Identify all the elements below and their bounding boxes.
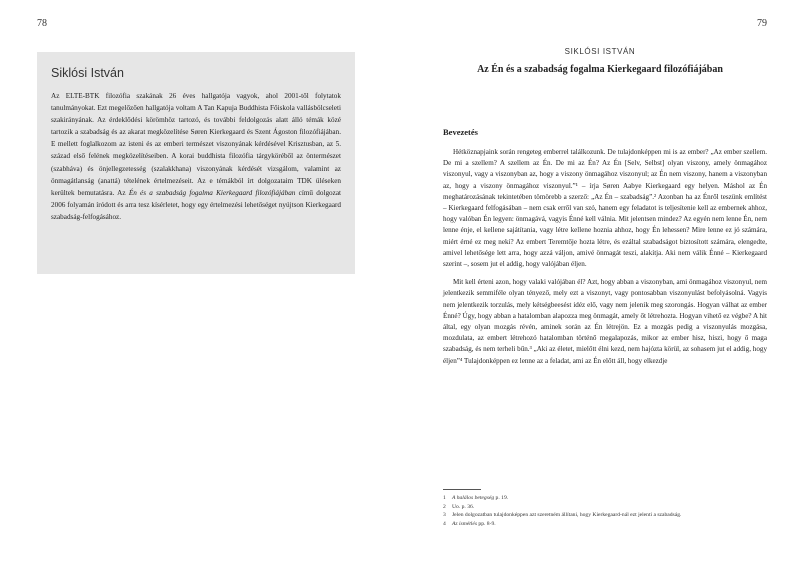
page-number-left: 78 [37, 18, 47, 29]
footnote [443, 494, 773, 503]
footnote-italic: A halálos betegség [452, 495, 495, 501]
footnotes [443, 494, 773, 528]
footnote [443, 503, 773, 512]
footnote [443, 511, 773, 520]
footnote-number: 2 [443, 503, 446, 510]
footnote-text: pp. 8-9. [477, 520, 496, 527]
footnote-number: 3 [443, 512, 446, 519]
footnote-divider [443, 489, 481, 490]
author-bio-box [37, 52, 355, 274]
footnote-text: Uo. p. 36. [452, 503, 475, 510]
section-heading: Bevezetés [443, 127, 478, 137]
article-author: SIKLÓSI ISTVÁN [564, 47, 636, 56]
body-paragraph: Mit kell érteni azon, hogy valaki valójában él? Azt, hogy abban a viszonyban, ami önmagához viszonyul, nem jelentkezik semmiféle olyan tényező, mely ezt a viszonyt, vagy pontosabban viszonyulást befolyásolná. Vagyis nem jelentkezik torzulás, mely kétségbeesést idéz elő, vagy nem jelenik meg szorongás. Hogyan válhat az ember Énné? Úgy, hogy abban a hatalomban alapozza meg önmagát, amely őt létrehozta. Hogyan vihető ez végbe? A hit által, egy olyan mozgás révén, aminek során az Én létrejön. Ez a mozgás pedig a viszonyulás mozgása, mozdulata, az embert létrehozó hatalomban történő megalapozás, mikor az ember hisz, hiszi, hogy ő maga szabadság, és nem terheli bűn.³ „Aki az életet, mielőtt élni kezd, nem hajózta körül, az sohasem jut el addig, hogy éljen”⁴ Tulajdonképpen ez lenne az a feladat, ami az Én előtt áll, hogy elkezdje [443, 278, 767, 365]
bio-text-part: Az ELTE-BTK filozófia szakának 26 éves hallgatója vagyok, ahol 2001-től folytatok tanulmányokat. Ezt megelőzően hallgatója voltam A Tan Kapuja Buddhista Főiskola vallásbölcseleti szakirányának. Az érdeklődési körömhöz tartozó, és további feldolgozás alatt álló témák közé tartozik a szabadság és az akarat megközelítése Søren Kierkegaard és Szent Ágoston filozófiájában. E mellett foglalkozom az isteni és az emberi természet viszonyának kérdésével Krisztusban, az 5. század első felének megközelítéseiben. A korai buddhista filozófia tárgyköréből az öntermészet (szabháva) és önjellegzetesség (szalakkhana) viszonyának kérdését vizsgálom, valamint az önmagátlanság (anattá) tételének értelmezéseit. Az e témákból írt dolgozataim TDK üléseken kerültek bemutatásra. Az [51, 92, 341, 197]
bio-text-part: című dolgozat 2006 folyamán íródott és arra tesz kísérletet, hogy egy értelmezési lehetőséget nyújtson Kierkegaard szabadság-felfogásához. [51, 188, 342, 221]
bio-text-italic-title: Én és a szabadság fogalma Kierkegaard filozófiájában [128, 188, 296, 197]
page-number-right: 79 [757, 18, 767, 29]
footnote-italic: Az ismétlés [452, 520, 478, 527]
article-body [443, 147, 767, 374]
footnote-text: Jelen dolgozatban tulajdonképpen azt szeretném állítani, hogy Kierkegaard-nál ezt jelenti a szabadság. [452, 512, 682, 519]
right-page [400, 0, 800, 568]
footnote-number: 4 [443, 520, 446, 527]
article-title: Az Én és a szabadság fogalma Kierkegaard filozófiájában [477, 64, 723, 75]
body-paragraph: Hétköznapjaink során rengeteg emberrel találkozunk. De tulajdonképpen mi is az ember? „Az ember szellem. De mi a szellem? A szellem az Én. De mi az Én? Az Én [Selv, Selbst] olyan viszony, amely önmagához viszonyul, vagy a viszonyban az, hogy a viszony önmagához viszonyul; az Én nem viszony, hanem a viszonyban az, hogy a viszony önmagához viszonyul.”¹ – írja Søren Aabye Kierkegaard egy helyen. Máshol az Én meghatározásának tekintetében tömörebb a szerző: „Az Én – szabadság”.² Azonban ha az Énről teszünk említést – Kierkegaard felfogásában – nem csak erről van szó, hanem egy feladatot is teljesítenie kell az embernek ahhoz, hogy valóban Én legyen: önmagává, vagyis Énné kell válnia. Mit jelentsen mindez? Az egyén nem lenne Én, nem lenne énje, el kellene sajátítania, vagy létre kellene hoznia ahhoz, hogy Én lehessen? Mire lenne ez jó számára, miért érné ez meg neki? Az embert Teremtője hozta létre, és ezáltal szabadságot biztosított számára, elengedte, amivel lehetősége lett arra, hogy azzá váljon, amivé önmagát teszi, alakítja. Aki nem válik Énné – Kierkegaard szerint –, sosem jut el addig, hogy valójában éljen. [443, 148, 767, 269]
bio-text [51, 90, 341, 223]
footnote-text: p. 19. [494, 495, 509, 501]
footnote-number: 1 [443, 495, 446, 501]
bio-author-name: Siklósi István [51, 66, 124, 80]
footnote [443, 520, 773, 529]
